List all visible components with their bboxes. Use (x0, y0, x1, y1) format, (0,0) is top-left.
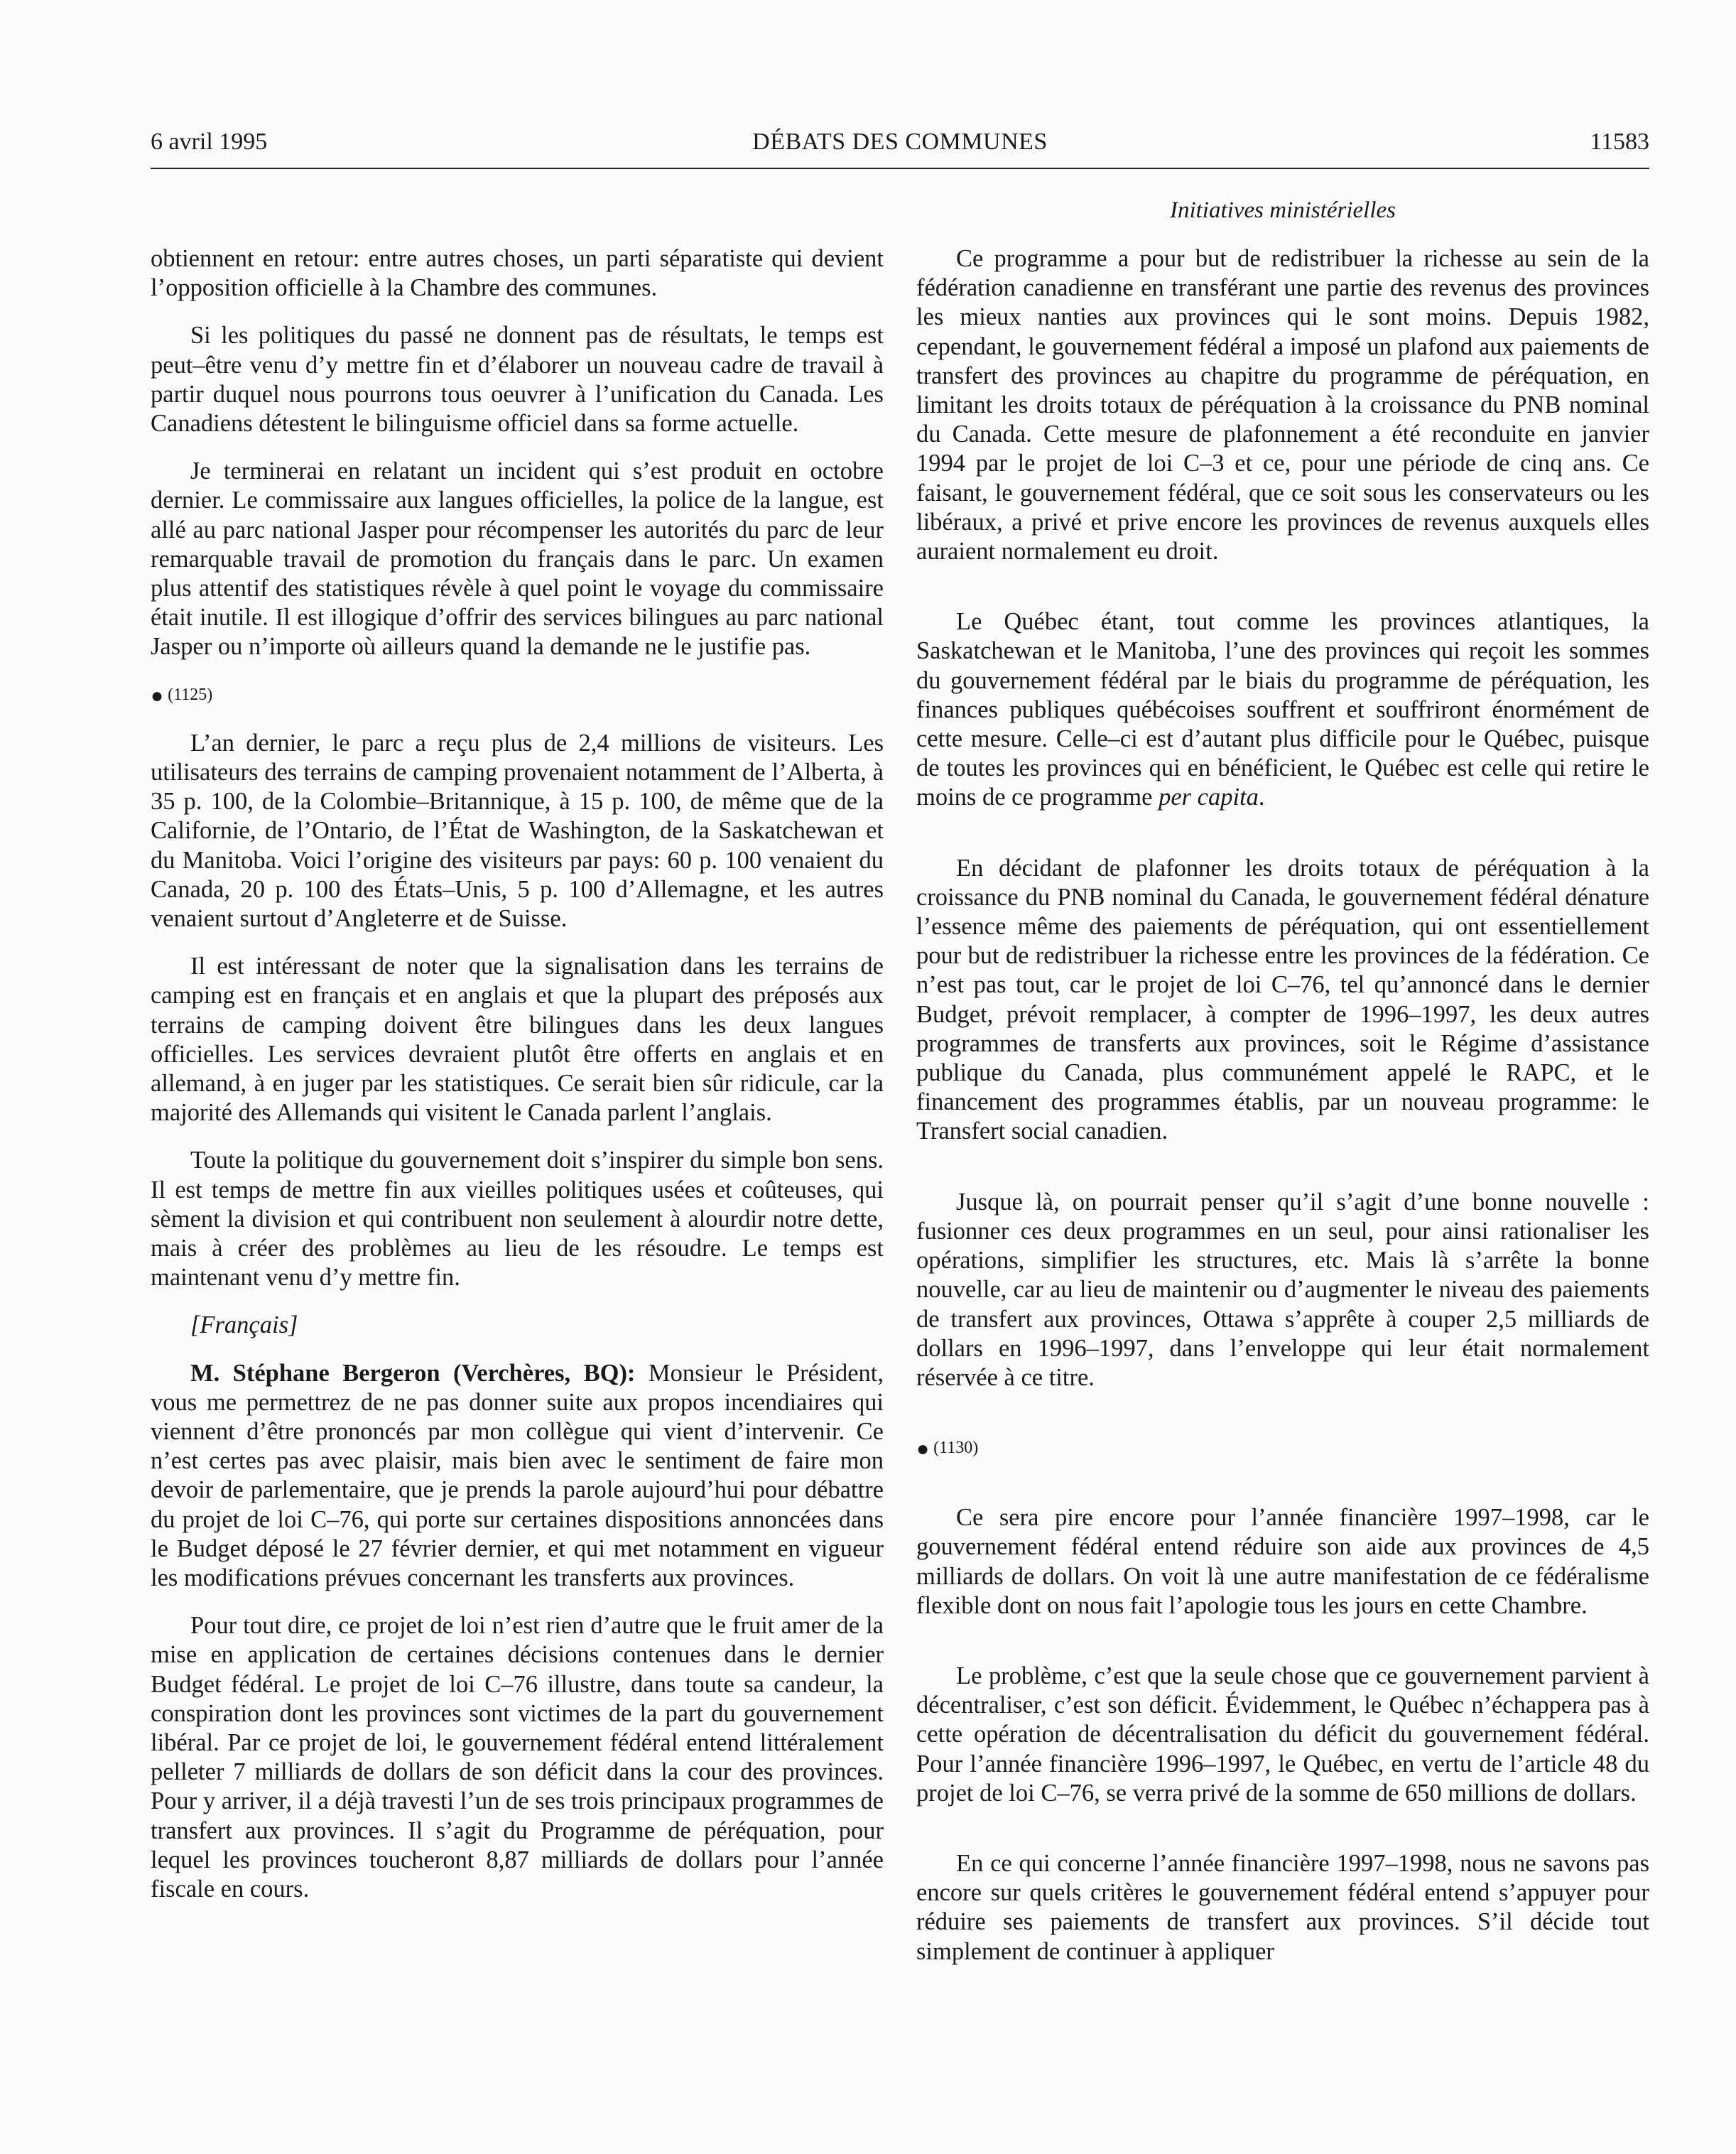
italic-term: per capita (1159, 784, 1259, 811)
bullet-icon: ● (151, 683, 164, 708)
speech-text: Monsieur le Président, vous me permettrez de ne pas donner suite aux propos incendiaires qui viennent d’être prononcés par mon collègue qui vient d’intervenir. Ce n’est certes pas avec plaisir, mais bien avec le sentiment de faire mon devoir de parlementaire, que je prends la parole aujourd’hui pour débattre du projet de loi C–76, qui porte sur certaines dispositions annoncées dans le Budget déposé le 27 février dernier, et qui met notamment en vigueur les modifications prévues concernant les transferts aux provinces. (151, 1359, 884, 1591)
paragraph (916, 607, 1649, 812)
paragraph: Pour tout dire, ce projet de loi n’est rien d’autre que le fruit amer de la mise en application de certaines décisions contenues dans le dernier Budget fédéral. Le projet de loi C–76 illustre, dans toute sa candeur, la conspiration dont les provinces sont victimes de la part du gouvernement libéral. Par ce projet de loi, le gouvernement fédéral entend littéralement pelleter 7 milliards de dollars de son déficit dans la cour des provinces. Pour y arriver, il a déjà travesti l’un de ses trois principaux programmes de transfert aux provinces. Il s’agit du Programme de péréquation, pour lequel les provinces toucheront 8,87 milliards de dollars pour l’année fiscale en cours. (151, 1612, 884, 1903)
paragraph: Je terminerai en relatant un incident qui s’est produit en octobre dernier. Le commissaire aux langues officielles, la police de la langue, est allé au parc national Jasper pour récompenser les autorités du parc de leur remarquable travail de promotion du français dans le parc. Un examen plus attentif des statistiques révèle à quel point le voyage du commissaire était inutile. Il est illogique d’offrir des services bilingues au parc national Jasper ou n’importe où ailleurs quand la demande ne le justifie pas. (151, 458, 884, 661)
header-rule (151, 168, 1649, 169)
paragraph-end: . (1258, 784, 1265, 811)
paragraph: Ce programme a pour but de redistribuer la richesse au sein de la fédération canadienne en transférant une partie des revenus des provinces les mieux nanties aux provinces qui le sont moins. Depuis 1982, cependant, le gouvernement fédéral a imposé un plafond aux paiements de transfert des provinces au chapitre du programme de péréquation, en limitant les droits totaux de péréquation à la croissance du PNB nominal du Canada. Cette mesure de plafonnement a été reconduite en janvier 1994 par le projet de loi C–3 et ce, pour une période de cinq ans. Ce faisant, le gouvernement fédéral, que ce soit sous les conservateurs ou les libéraux, a privé et prive encore les provinces de revenus auxquels elles auraient normalement eu droit. (916, 245, 1649, 565)
header-page-number: 11583 (1590, 129, 1649, 155)
paragraph: En ce qui concerne l’année financière 1997–1998, nous ne savons pas encore sur quels critères le gouvernement fédéral entend s’appuyer pour réduire ses paiements de transfert aux provinces. S’il décide tout simplement de continuer à appliquer (916, 1850, 1649, 1965)
paragraph: Ce sera pire encore pour l’année financière 1997–1998, car le gouvernement fédéral entend réduire son aide aux provinces de 4,5 milliards de dollars. On voit là une autre manifestation de ce fédéralisme flexible dont on nous fait l’apologie tous les jours en cette Chambre. (916, 1504, 1649, 1619)
paragraph: Si les politiques du passé ne donnent pas de résultats, le temps est peut–être venu d’y mettre fin et d’élaborer un nouveau cadre de travail à partir duquel nous pourrons tous oeuvrer à l’unification du Canada. Les Canadiens détestent le bilinguisme officiel dans sa forme actuelle. (151, 322, 884, 438)
header-title: DÉBATS DES COMMUNES (752, 129, 1048, 155)
speaker-name: M. Stéphane Bergeron (Verchères, BQ): (190, 1359, 636, 1387)
paragraph: Jusque là, on pourrait penser qu’il s’agit d’une bonne nouvelle : fusionner ces deux programmes en un seul, pour ainsi rationaliser les opérations, simplifier les structures, etc. Mais là s’arrête la bonne nouvelle, car au lieu de maintenir ou d’augmenter le niveau des paiements de transfert aux provinces, Ottawa s’apprête à couper 2,5 milliards de dollars en 1996–1997, dans l’enveloppe qui leur était normalement réservée à ce titre. (916, 1188, 1649, 1391)
time-marker (916, 1434, 1649, 1463)
paragraph-text: Le Québec étant, tout comme les provinces atlantiques, la Saskatchewan et le Manitoba, l’une des provinces qui reçoit les sommes du gouvernement fédéral par le biais du programme de péréquation, les finances publiques québécoises souffrent et souffriront énormément de cette mesure. Celle–ci est d’autant plus difficile pour le Québec, puisque de toutes les provinces qui en bénéficient, le Québec est celle qui retire le moins de ce programme (916, 608, 1649, 811)
paragraph: Il est intéressant de noter que la signalisation dans les terrains de camping est en français et en anglais et que la plupart des préposés aux terrains de camping doivent être bilingues dans les deux langues officielles. Les services devraient plutôt être offerts en anglais et en allemand, à en juger par les statistiques. Ce serait bien sûr ridicule, car la majorité des Allemands qui visitent le Canada parlent l’anglais. (151, 953, 884, 1127)
language-note: [Français] (190, 1311, 298, 1339)
paragraph: Le problème, c’est que la seule chose que ce gouvernement parvient à décentraliser, c’est son déficit. Évidemment, le Québec n’échappera pas à cette opération de décentralisation du déficit du gouvernement fédéral. Pour l’année financière 1996–1997, le Québec, en vertu de l’article 48 du projet de loi C–76, se verra privé de la somme de 650 millions de dollars. (916, 1662, 1649, 1807)
time-marker-text: (1125) (168, 685, 213, 704)
time-marker (151, 681, 884, 710)
section-title: Initiatives ministérielles (1169, 197, 1396, 223)
paragraph: obtiennent en retour: entre autres choses, un parti séparatiste qui devient l’opposition officielle à la Chambre des communes. (151, 245, 884, 302)
time-marker-text: (1130) (933, 1439, 979, 1458)
running-header (151, 122, 1649, 169)
header-date: 6 avril 1995 (151, 129, 268, 155)
speaker-paragraph (151, 1359, 884, 1593)
left-column (151, 244, 884, 1922)
bullet-icon: ● (916, 1436, 930, 1461)
paragraph: Toute la politique du gouvernement doit s’inspirer du simple bon sens. Il est temps de mettre fin aux vieilles politiques usées et coûteuses, qui sèment la division et qui contribuent non seulement à alourdir notre dette, mais à créer des problèmes au lieu de les résoudre. Le temps est maintenant venu d’y mettre fin. (151, 1147, 884, 1292)
paragraph: En décidant de plafonner les droits totaux de péréquation à la croissance du PNB nominal du Canada, le gouvernement fédéral dénature l’essence même des paiements de péréquation, qui ont essentiellement pour but de redistribuer la richesse entre les provinces de la fédération. Ce n’est pas tout, car le projet de loi C–76, tel qu’annoncé dans le dernier Budget, prévoit remplacer, à compter de 1996–1997, les deux autres programmes de transferts aux provinces, soit le Régime d’assistance publique du Canada, plus communément appelé le RAPC, et le financement des programmes établis, par un nouveau programme: le Transfert social canadien. (916, 854, 1649, 1145)
right-column (916, 244, 1649, 2008)
paragraph: L’an dernier, le parc a reçu plus de 2,4 millions de visiteurs. Les utilisateurs des terrains de camping provenaient notamment de l’Alberta, à 35 p. 100, de la Colombie–Britannique, à 15 p. 100, de même que de la Californie, de l’Ontario, de l’État de Washington, de la Saskatchewan et du Manitoba. Voici l’origine des visiteurs par pays: 60 p. 100 venaient du Canada, 20 p. 100 des États–Unis, 5 p. 100 d’Allemagne, et les autres venaient surtout d’Angleterre et de Suisse. (151, 729, 884, 932)
